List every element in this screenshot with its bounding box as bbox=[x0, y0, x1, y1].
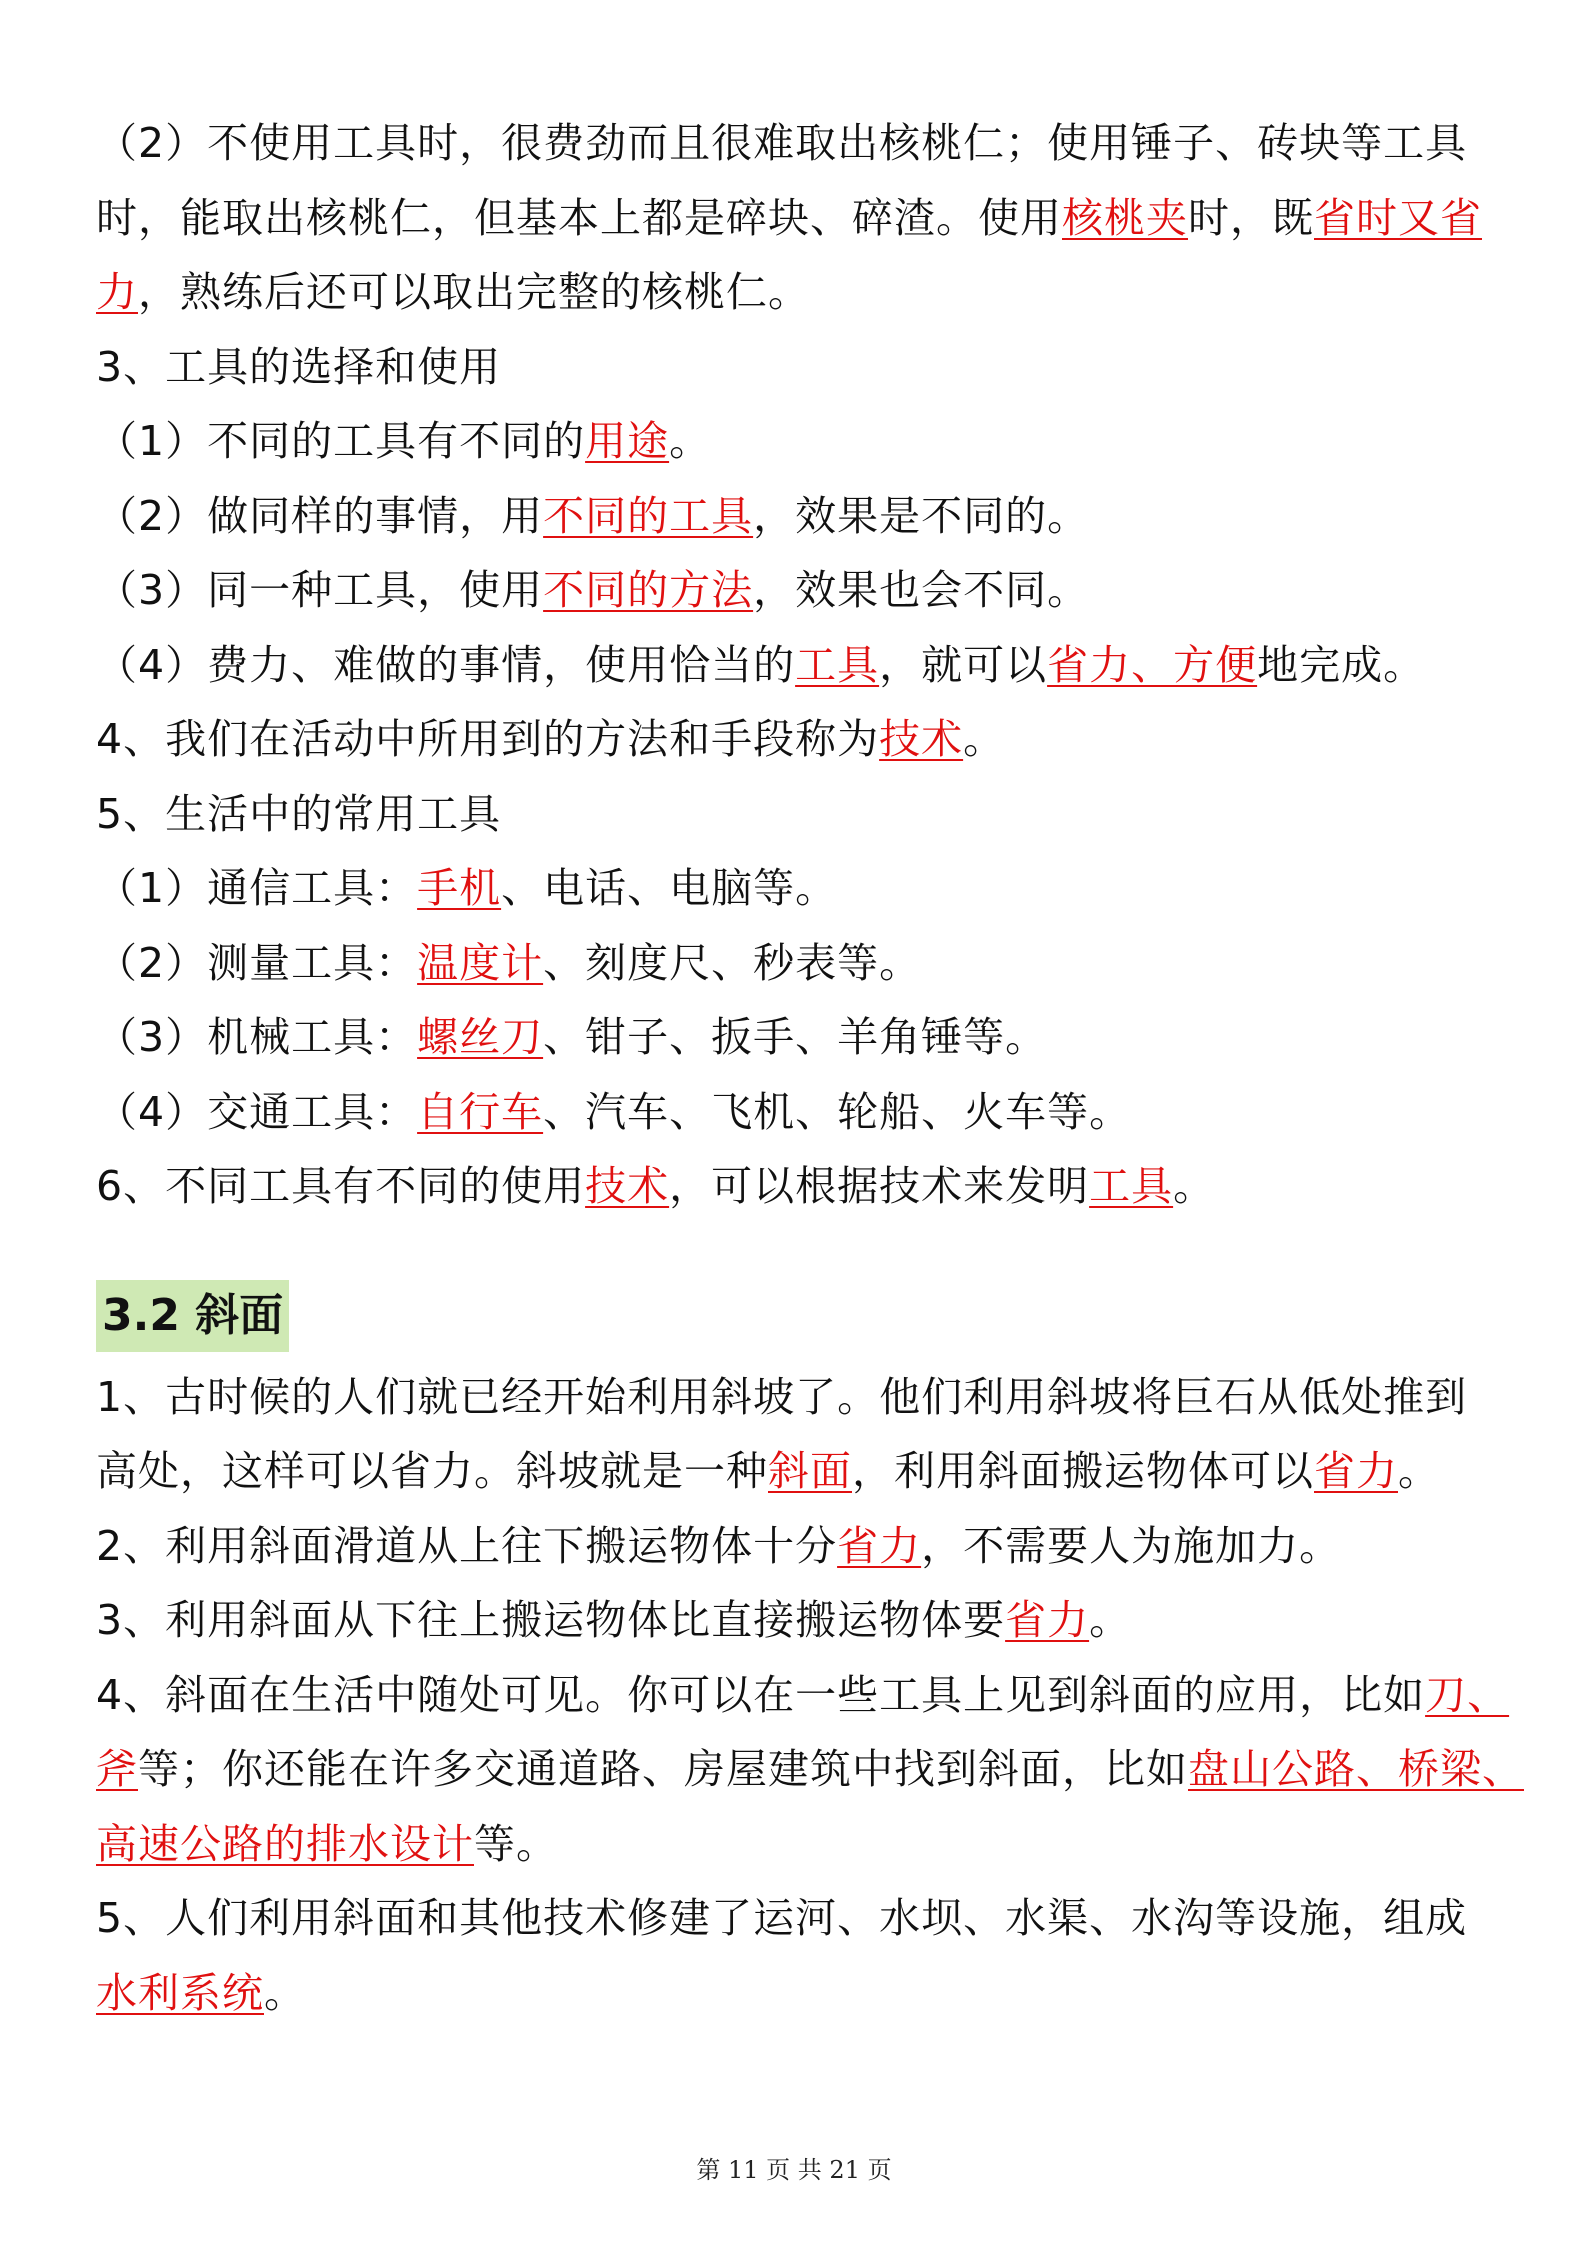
text-segment: 时，能取出核桃仁，但基本上都是碎块、碎渣。使用 bbox=[96, 193, 1062, 242]
document-page bbox=[96, 106, 1524, 2030]
highlighted-term: 水利系统 bbox=[96, 1968, 264, 2017]
text-segment: ，不需要人为施加力。 bbox=[921, 1521, 1342, 1570]
text-line bbox=[96, 404, 1496, 479]
text-line bbox=[96, 777, 1496, 852]
text-segment: 4、斜面在生活中随处可见。你可以在一些工具上见到斜面的应用，比如 bbox=[96, 1670, 1426, 1719]
highlighted-term: 斧 bbox=[96, 1745, 138, 1793]
text-line bbox=[96, 1000, 1496, 1075]
page-footer: 第 11 页 共 21 页 bbox=[696, 2156, 892, 2184]
highlighted-term: 螺丝刀 bbox=[417, 1013, 544, 1061]
text-line bbox=[96, 479, 1496, 554]
text-segment: 。 bbox=[1089, 1596, 1132, 1644]
text-segment: 5、人们利用斜面和其他技术修建了运河、水坝、水渠、水沟等设施，组成 bbox=[96, 1894, 1468, 1942]
text-segment: ，效果是不同的。 bbox=[753, 491, 1090, 540]
highlighted-term: 自行车 bbox=[417, 1087, 544, 1136]
section-gap bbox=[96, 1224, 1496, 1280]
text-line bbox=[96, 1583, 1496, 1658]
text-segment: 等。 bbox=[474, 1819, 558, 1868]
highlighted-term: 斜面 bbox=[768, 1447, 852, 1495]
text-segment: （3）机械工具： bbox=[96, 1013, 418, 1061]
text-segment: 、钳子、扳手、羊角锤等。 bbox=[543, 1013, 1048, 1061]
text-segment: （2）做同样的事情，用 bbox=[96, 491, 544, 540]
text-segment: （2）测量工具： bbox=[96, 938, 418, 987]
highlighted-term: 省力 bbox=[1314, 1447, 1398, 1495]
text-line bbox=[96, 1360, 1496, 1435]
text-line bbox=[96, 1658, 1510, 1733]
highlighted-term: 力 bbox=[96, 268, 138, 316]
text-segment: （2）不使用工具时，很费劲而且很难取出核桃仁；使用锤子、砖块等工具 bbox=[96, 119, 1468, 167]
section-heading-row bbox=[96, 1280, 1496, 1360]
text-line bbox=[96, 1956, 1496, 2031]
text-line bbox=[96, 1434, 1496, 1509]
text-line bbox=[96, 330, 1496, 405]
highlighted-term: 高速公路的排水设计 bbox=[96, 1819, 474, 1868]
text-segment: （4）费力、难做的事情，使用恰当的 bbox=[96, 640, 796, 689]
text-line bbox=[96, 1881, 1496, 1956]
text-segment: 2、利用斜面滑道从上往下搬运物体十分 bbox=[96, 1521, 838, 1570]
highlighted-term: 刀、 bbox=[1425, 1670, 1510, 1719]
text-segment: ，熟练后还可以取出完整的核桃仁。 bbox=[138, 268, 810, 316]
highlighted-term: 工具 bbox=[1089, 1162, 1174, 1210]
highlighted-term: 盘山公路、桥梁、 bbox=[1188, 1745, 1524, 1793]
highlighted-term: 工具 bbox=[795, 640, 880, 689]
text-segment: 。 bbox=[1173, 1162, 1216, 1210]
text-segment: ，可以根据技术来发明 bbox=[669, 1162, 1090, 1210]
highlighted-term: 温度计 bbox=[417, 938, 544, 987]
text-line bbox=[96, 926, 1496, 1001]
text-line bbox=[96, 106, 1496, 181]
highlighted-term: 用途 bbox=[585, 417, 670, 465]
text-line bbox=[96, 1149, 1496, 1224]
text-segment: 、电话、电脑等。 bbox=[501, 864, 838, 912]
text-line bbox=[96, 1509, 1496, 1584]
incline-section-text bbox=[96, 1360, 1524, 2031]
text-line bbox=[96, 1075, 1496, 1150]
text-segment: 4、我们在活动中所用到的方法和手段称为 bbox=[96, 715, 880, 763]
text-segment: （3）同一种工具，使用 bbox=[96, 566, 544, 614]
text-segment: ，效果也会不同。 bbox=[753, 566, 1090, 614]
text-segment: ，就可以 bbox=[879, 640, 1048, 689]
highlighted-term: 省力 bbox=[837, 1521, 922, 1570]
highlighted-term: 手机 bbox=[417, 864, 502, 912]
text-line bbox=[96, 851, 1496, 926]
highlighted-term: 省力 bbox=[1005, 1596, 1090, 1644]
highlighted-term: 技术 bbox=[585, 1162, 670, 1210]
text-segment: 。 bbox=[1398, 1447, 1440, 1495]
text-line bbox=[96, 1732, 1524, 1807]
text-segment: 5、生活中的常用工具 bbox=[96, 789, 502, 838]
highlighted-term: 不同的方法 bbox=[543, 566, 754, 614]
text-segment: 1、古时候的人们就已经开始利用斜坡了。他们利用斜坡将巨石从低处推到 bbox=[96, 1372, 1468, 1421]
section-heading: 3.2 斜面 bbox=[96, 1280, 289, 1352]
highlighted-term: 省时又省 bbox=[1314, 193, 1482, 242]
text-line bbox=[96, 553, 1496, 628]
text-segment: 6、不同工具有不同的使用 bbox=[96, 1162, 586, 1210]
text-segment: 3、工具的选择和使用 bbox=[96, 342, 502, 391]
text-segment: 地完成。 bbox=[1257, 640, 1426, 689]
text-segment: （4）交通工具： bbox=[96, 1087, 418, 1136]
highlighted-term: 技术 bbox=[879, 715, 964, 763]
text-segment: 时，既 bbox=[1188, 193, 1314, 242]
tools-section-text bbox=[96, 106, 1496, 1224]
text-segment: （1）不同的工具有不同的 bbox=[96, 417, 586, 465]
text-segment: 。 bbox=[264, 1968, 306, 2017]
text-line bbox=[96, 181, 1496, 256]
highlighted-term: 核桃夹 bbox=[1062, 193, 1188, 242]
highlighted-term: 省力、方便 bbox=[1047, 640, 1258, 689]
highlighted-term: 不同的工具 bbox=[543, 491, 754, 540]
text-segment: 、汽车、飞机、轮船、火车等。 bbox=[543, 1087, 1132, 1136]
text-line bbox=[96, 628, 1496, 703]
text-segment: 等；你还能在许多交通道路、房屋建筑中找到斜面，比如 bbox=[138, 1745, 1188, 1793]
text-segment: 高处，这样可以省力。斜坡就是一种 bbox=[96, 1447, 768, 1495]
text-segment: （1）通信工具： bbox=[96, 864, 418, 912]
text-line bbox=[96, 702, 1496, 777]
text-segment: 。 bbox=[669, 417, 712, 465]
text-line bbox=[96, 1807, 1496, 1882]
text-segment: 3、利用斜面从下往上搬运物体比直接搬运物体要 bbox=[96, 1596, 1006, 1644]
text-line bbox=[96, 255, 1496, 330]
text-segment: ，利用斜面搬运物体可以 bbox=[852, 1447, 1314, 1495]
text-segment: 、刻度尺、秒表等。 bbox=[543, 938, 922, 987]
text-segment: 。 bbox=[963, 715, 1006, 763]
